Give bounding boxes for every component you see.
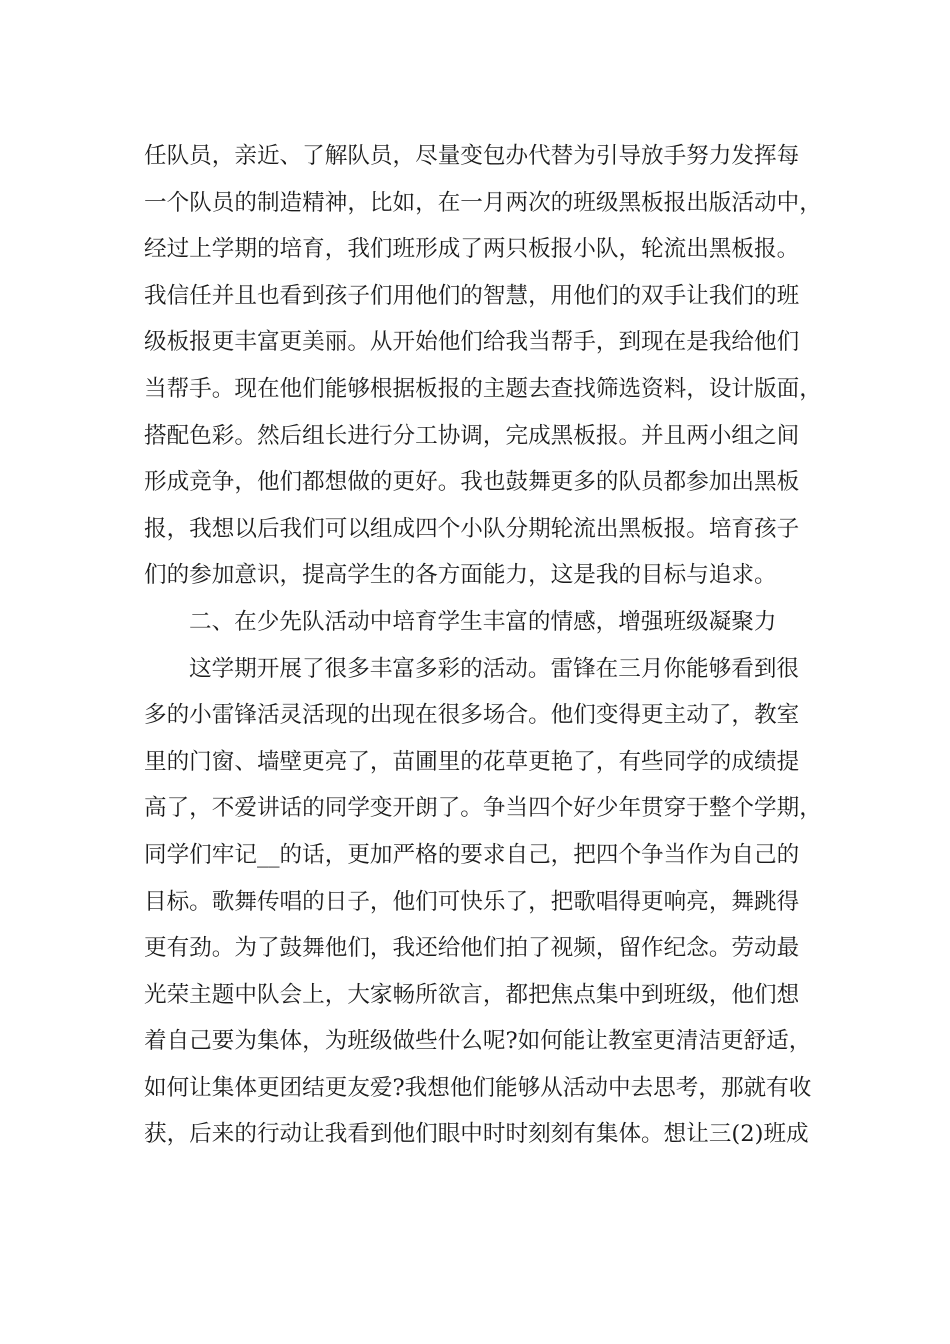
text-line: 这学期开展了很多丰富多彩的活动。雷锋在三月你能够看到很 — [189, 655, 800, 682]
text-line: 光荣主题中队会上，大家畅所欲言，都把焦点集中到班级，他们想 — [144, 981, 800, 1008]
body-text — [144, 133, 824, 1158]
text-line: 任队员，亲近、了解队员，尽量变包办代替为引导放手努力发挥每 — [144, 143, 800, 169]
text-line: 着自己要为集体，为班级做些什么呢?如何能让教室更清洁更舒适， — [144, 1028, 812, 1055]
text-line: 我信任并且也看到孩子们用他们的智慧，用他们的双手让我们的班 — [144, 282, 800, 309]
text-line: 如何让集体更团结更友爱?我想他们能够从活动中去思考，那就有收 — [144, 1074, 812, 1101]
text-line: 更有劲。为了鼓舞他们，我还给他们拍了视频，留作纪念。劳动最 — [144, 935, 800, 962]
text-line: 一个队员的制造精神，比如，在一月两次的班级黑板报出版活动中， — [144, 189, 822, 216]
text-line: 目标。歌舞传唱的日子，他们可快乐了，把歌唱得更响亮，舞跳得 — [144, 888, 800, 915]
text-line: 获，后来的行动让我看到他们眼中时时刻刻有集体。想让三(2)班成 — [144, 1121, 809, 1148]
text-line: 同学们牢记__的话，更加严格的要求自己，把四个争当作为自己的 — [144, 841, 800, 868]
text-line: 里的门窗、墙壁更亮了，苗圃里的花草更艳了，有些同学的成绩提 — [144, 748, 800, 775]
text-line: 搭配色彩。然后组长进行分工协调，完成黑板报。并且两小组之间 — [144, 422, 800, 449]
text-line: 多的小雷锋活灵活现的出现在很多场合。他们变得更主动了，教室 — [144, 702, 800, 729]
text-line: 报，我想以后我们可以组成四个小队分期轮流出黑板报。培育孩子 — [144, 515, 800, 542]
text-line: 高了，不爱讲话的同学变开朗了。争当四个好少年贯穿于整个学期， — [144, 795, 822, 822]
text-line: 级板报更丰富更美丽。从开始他们给我当帮手，到现在是我给他们 — [144, 329, 800, 356]
text-line: 当帮手。现在他们能够根据板报的主题去查找筛选资料，设计版面， — [144, 375, 822, 402]
text-line: 形成竞争，他们都想做的更好。我也鼓舞更多的队员都参加出黑板 — [144, 469, 800, 496]
text-line: 们的参加意识，提高学生的各方面能力，这是我的目标与追求。 — [144, 562, 777, 589]
text-line: 经过上学期的培育，我们班形成了两只板报小队，轮流出黑板报。 — [144, 236, 800, 263]
section-heading: 二、在少先队活动中培育学生丰富的情感，增强班级凝聚力 — [189, 608, 777, 635]
